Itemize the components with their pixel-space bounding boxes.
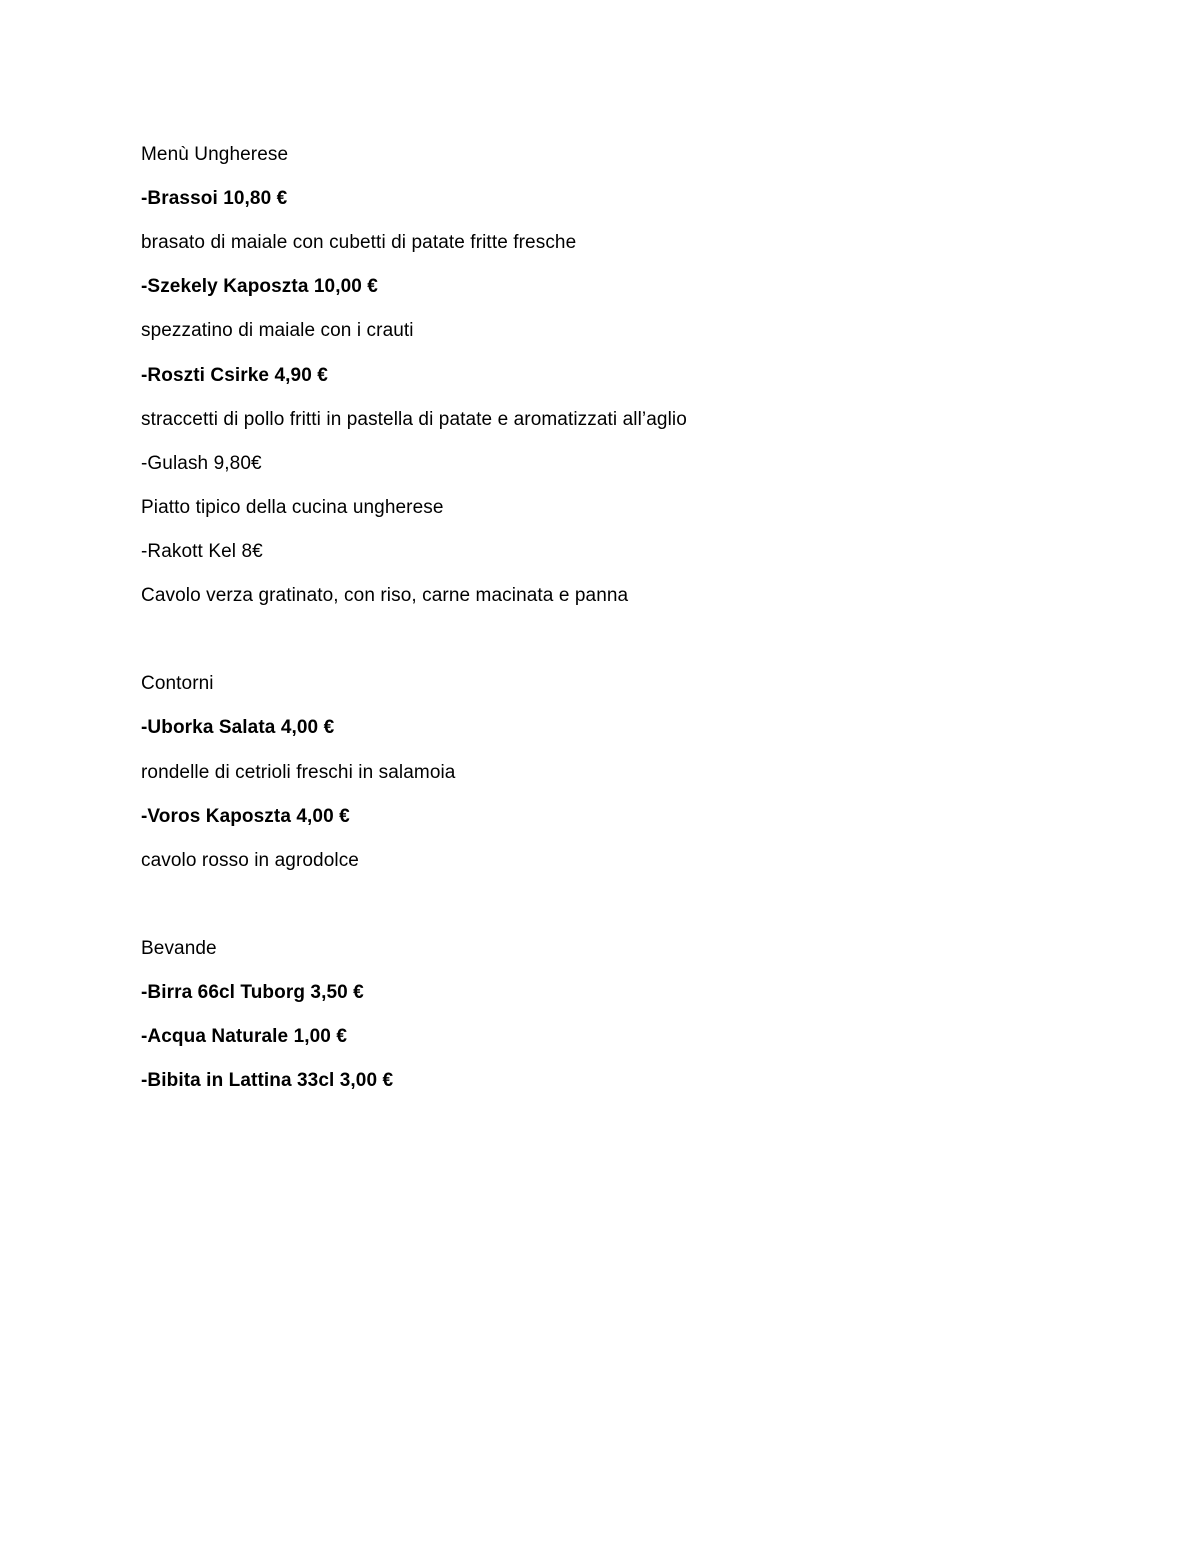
menu-item-name-price: -Szekely Kaposzta 10,00 € bbox=[141, 276, 378, 297]
menu-item-name-price: -Rakott Kel 8€ bbox=[141, 541, 263, 562]
menu-item-description: Piatto tipico della cucina ungherese bbox=[141, 497, 444, 518]
section-heading-contorni: Contorni bbox=[141, 673, 214, 694]
menu-item-description: straccetti di pollo fritti in pastella di patate e aromatizzati all’aglio bbox=[141, 409, 687, 430]
menu-item-name-price: -Brassoi 10,80 € bbox=[141, 188, 288, 209]
contorni-item-name-price: -Voros Kaposzta 4,00 € bbox=[141, 806, 350, 827]
section-heading-menu: Menù Ungherese bbox=[141, 144, 289, 165]
menu-item-description: Cavolo verza gratinato, con riso, carne macinata e panna bbox=[141, 585, 629, 606]
contorni-item-description: rondelle di cetrioli freschi in salamoia bbox=[141, 762, 456, 783]
contorni-item-description: cavolo rosso in agrodolce bbox=[141, 850, 359, 871]
bevande-item-name-price: -Bibita in Lattina 33cl 3,00 € bbox=[141, 1070, 394, 1091]
bevande-item-name-price: -Acqua Naturale 1,00 € bbox=[141, 1026, 348, 1047]
contorni-item-name-price: -Uborka Salata 4,00 € bbox=[141, 717, 335, 738]
menu-item-description: brasato di maiale con cubetti di patate fritte fresche bbox=[141, 232, 577, 253]
section-heading-bevande: Bevande bbox=[141, 938, 217, 959]
menu-item-description: spezzatino di maiale con i crauti bbox=[141, 320, 414, 341]
bevande-item-name-price: -Birra 66cl Tuborg 3,50 € bbox=[141, 982, 364, 1003]
menu-item-name-price: -Gulash 9,80€ bbox=[141, 453, 262, 474]
menu-item-name-price: -Roszti Csirke 4,90 € bbox=[141, 365, 328, 386]
